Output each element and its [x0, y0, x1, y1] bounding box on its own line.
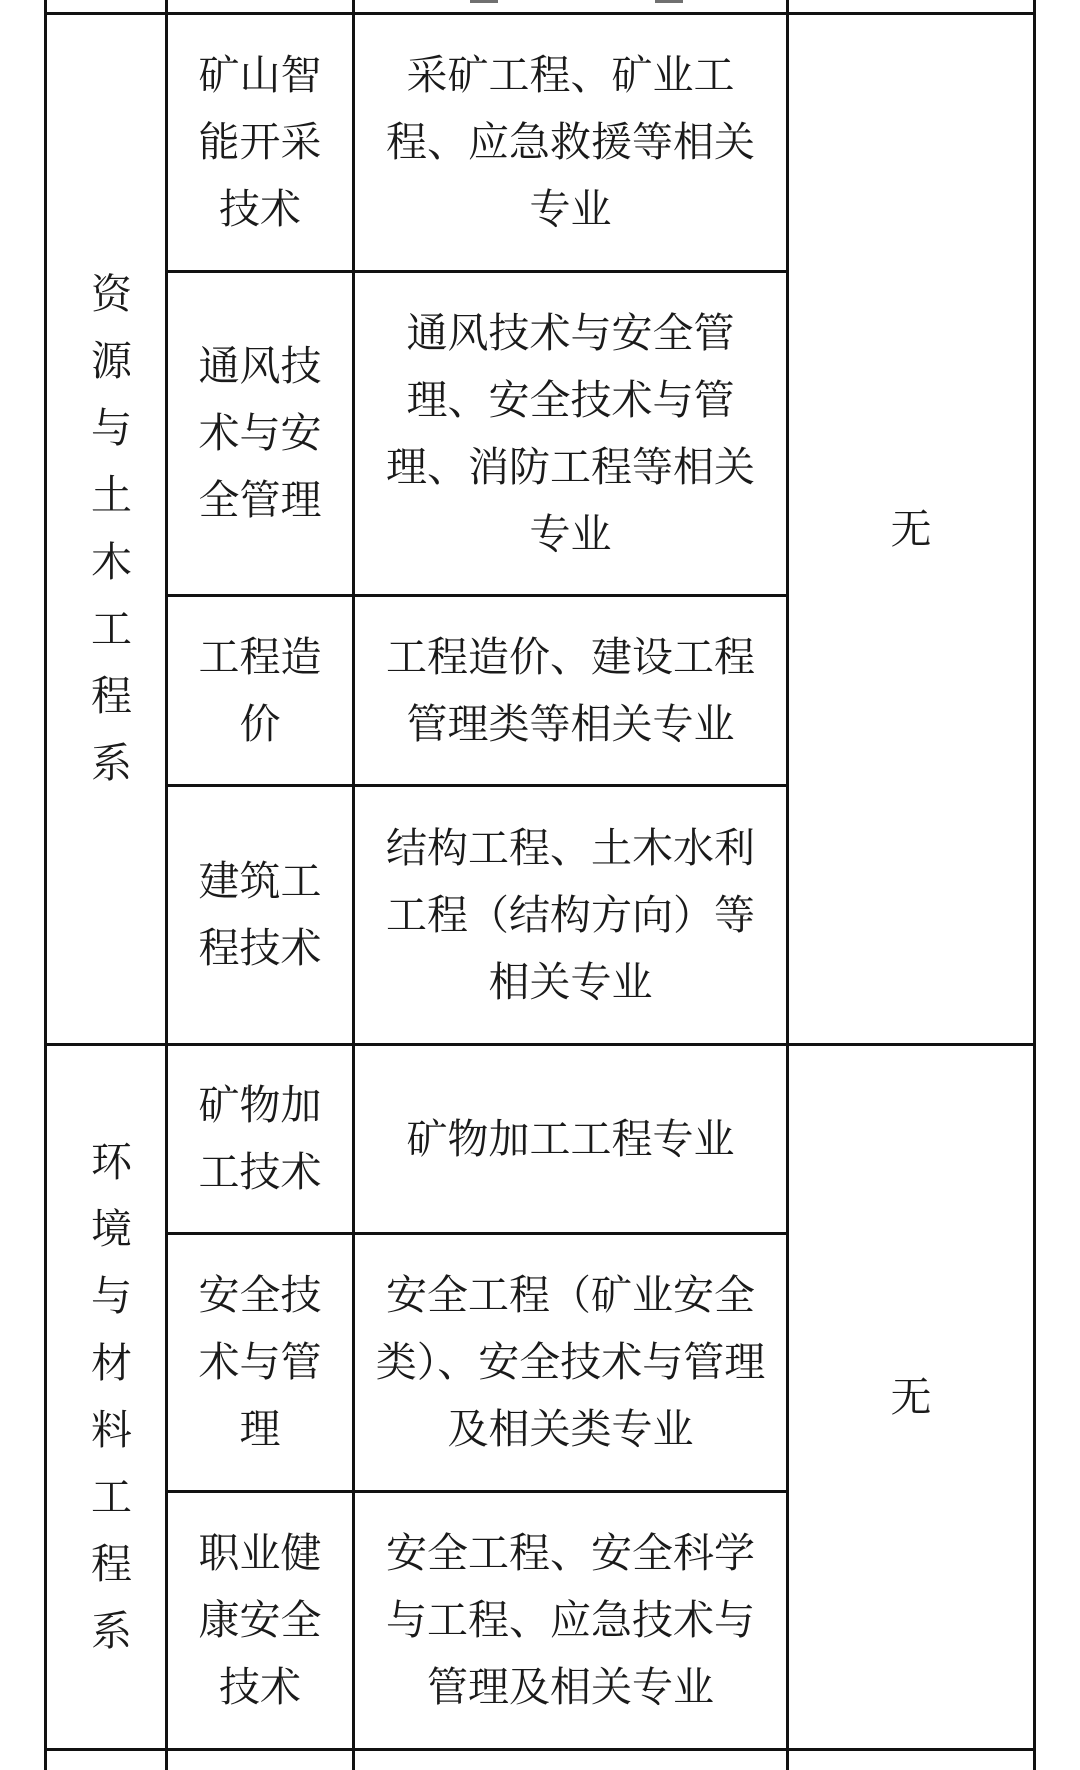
- cut-off-row-stub: [470, 0, 498, 3]
- requirement-cell: [355, 1046, 786, 1232]
- major-name: 职业健康安全技术: [198, 1529, 322, 1711]
- requirement-text: 通风技术与安全管理、安全技术与管理、消防工程等相关专业: [386, 308, 755, 558]
- major-name: 通风技术与安全管理: [198, 342, 322, 524]
- major-cell: [168, 597, 352, 784]
- major-name: 建筑工程技术: [198, 857, 322, 972]
- note-text: 无: [890, 504, 932, 553]
- group-boundary-bottom: [44, 1748, 1036, 1751]
- major-name: 矿物加工技术: [198, 1081, 322, 1196]
- department-name: 环境与材料工程系: [91, 1138, 132, 1655]
- major-cell: [168, 787, 352, 1043]
- department-cell: [47, 15, 165, 1043]
- note-text: 无: [890, 1372, 932, 1421]
- requirement-text: 安全工程（矿业安全类）、安全技术与管理及相关类专业: [375, 1271, 766, 1453]
- department-cell: [47, 1046, 165, 1748]
- note-cell: [789, 1046, 1033, 1748]
- requirement-cell: [355, 1235, 786, 1490]
- major-cell: [168, 273, 352, 594]
- cut-off-row-stub: [655, 0, 683, 3]
- requirement-text: 采矿工程、矿业工程、应急救援等相关专业: [386, 51, 755, 233]
- major-cell: [168, 1046, 352, 1232]
- major-name: 工程造价: [198, 632, 322, 748]
- major-cell: [168, 15, 352, 270]
- requirement-text: 工程造价、建设工程管理类等相关专业: [386, 632, 755, 748]
- major-name: 安全技术与管理: [198, 1271, 322, 1453]
- requirement-text: 安全工程、安全科学与工程、应急技术与管理及相关专业: [386, 1529, 755, 1711]
- requirement-text: 矿物加工工程专业: [406, 1114, 735, 1163]
- requirement-cell: [355, 273, 786, 594]
- requirement-cell: [355, 15, 786, 270]
- department-name: 资源与土木工程系: [91, 270, 132, 787]
- major-cell: [168, 1493, 352, 1748]
- major-cell: [168, 1235, 352, 1490]
- requirement-cell: [355, 787, 786, 1043]
- requirement-text: 结构工程、土木水利工程（结构方向）等相关专业: [386, 823, 755, 1006]
- note-cell: [789, 15, 1033, 1043]
- table-border-right: [1033, 0, 1036, 1770]
- major-name: 矿山智能开采技术: [198, 51, 322, 233]
- requirement-cell: [355, 1493, 786, 1748]
- requirement-cell: [355, 597, 786, 784]
